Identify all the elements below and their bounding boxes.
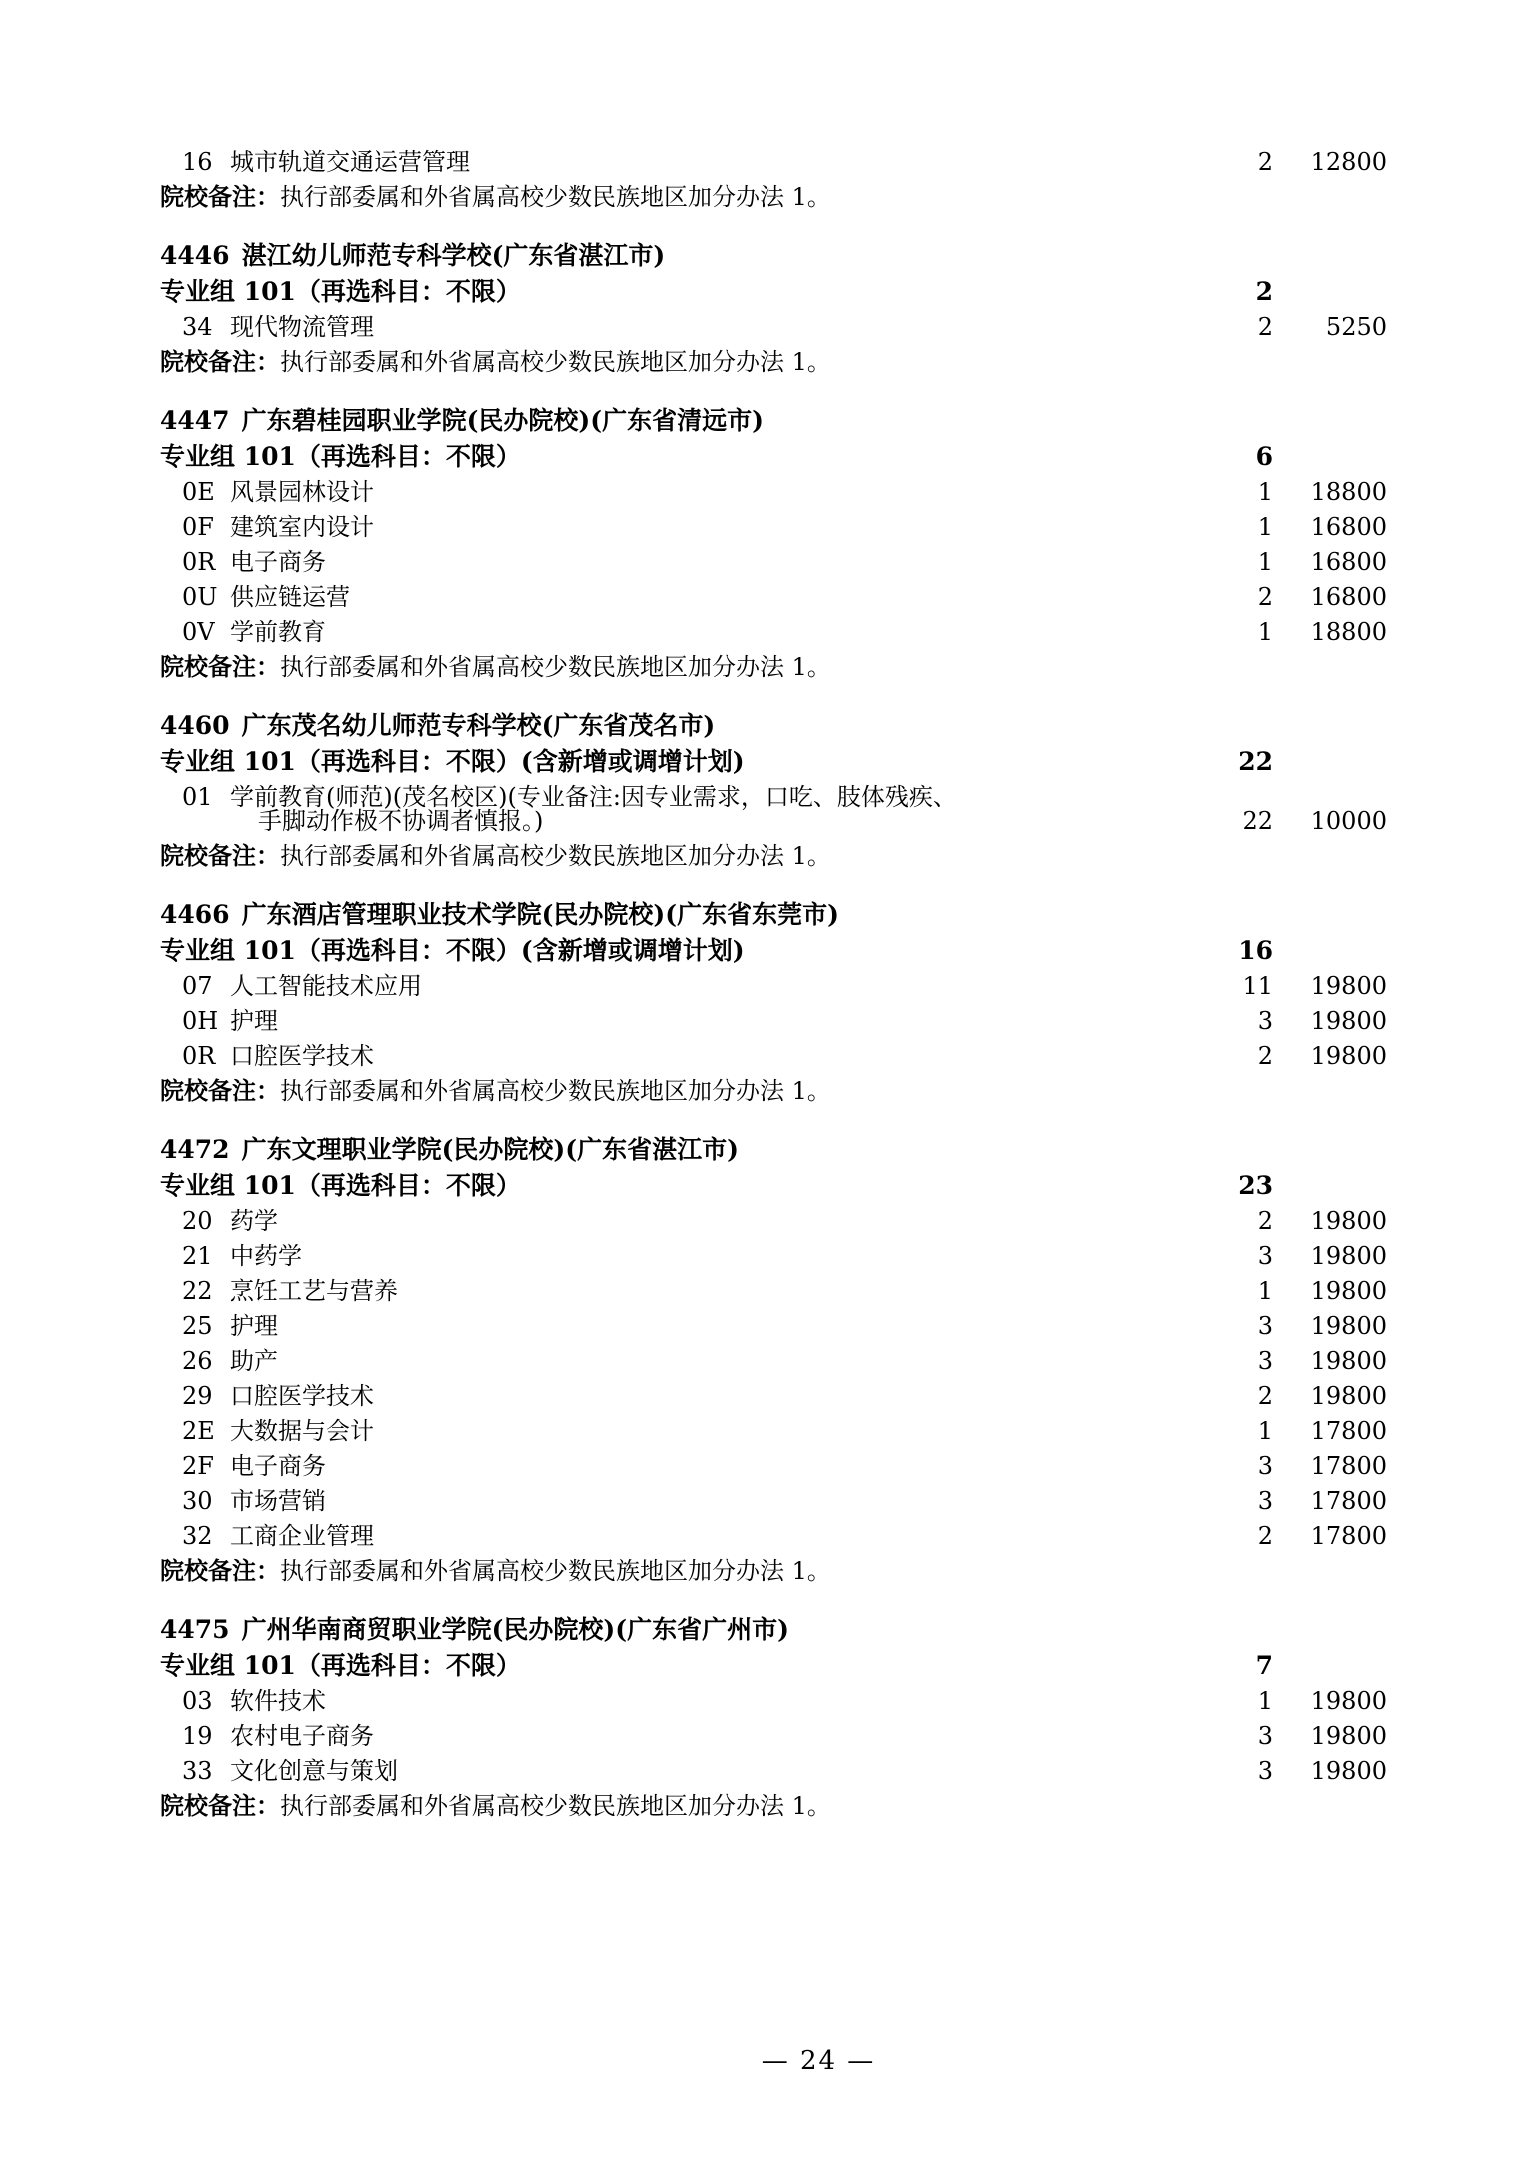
major-count: 1 <box>1257 1687 1273 1715</box>
major-name: 口腔医学技术 <box>230 1042 374 1070</box>
major-name: 农村电子商务 <box>230 1722 374 1750</box>
school-note-label: 院校备注： <box>160 347 280 376</box>
major-group-count: 23 <box>1238 1171 1273 1200</box>
major-code: 33 <box>182 1757 213 1785</box>
major-fee: 18800 <box>1310 478 1387 506</box>
major-fee: 17800 <box>1310 1417 1387 1445</box>
major-fee: 19800 <box>1310 1007 1387 1035</box>
major-row <box>130 1489 1387 1513</box>
school-note-label: 院校备注： <box>160 1791 280 1820</box>
school-block <box>130 1617 1387 1818</box>
major-label <box>130 1244 1153 1268</box>
school-note-text: 执行部委属和外省属高校少数民族地区加分办法 1。 <box>280 1077 831 1105</box>
school-note <box>130 841 1387 870</box>
major-group-row <box>130 1653 1387 1678</box>
school-name: 广州华南商贸职业学院(民办院校)(广东省广州市) <box>241 1615 789 1644</box>
major-code: 07 <box>182 972 213 1000</box>
major-group-label: 专业组 101（再选科目：不限） <box>160 1171 521 1200</box>
major-group-label: 专业组 101（再选科目：不限） <box>160 1651 521 1680</box>
major-count: 3 <box>1257 1452 1273 1480</box>
major-count: 2 <box>1257 583 1273 611</box>
major-row <box>130 1384 1387 1408</box>
major-fee: 19800 <box>1310 1382 1387 1410</box>
major-count: 3 <box>1257 1722 1273 1750</box>
major-code: 0U <box>182 583 218 611</box>
school-note-label: 院校备注： <box>160 1556 280 1585</box>
major-fee: 17800 <box>1310 1487 1387 1515</box>
major-label <box>130 1759 1153 1783</box>
major-group-label: 专业组 101（再选科目：不限）(含新增或调增计划) <box>160 747 745 776</box>
major-fee: 19800 <box>1310 1347 1387 1375</box>
major-count: 3 <box>1257 1347 1273 1375</box>
major-label <box>130 1524 1153 1548</box>
major-row <box>130 1349 1387 1373</box>
school-note-text: 执行部委属和外省属高校少数民族地区加分办法 1。 <box>280 653 831 681</box>
major-code: 16 <box>182 148 213 176</box>
school-code: 4472 <box>160 1135 230 1164</box>
page-number: — 24 — <box>761 2046 876 2076</box>
major-name: 大数据与会计 <box>230 1417 374 1445</box>
major-fee: 19800 <box>1310 1687 1387 1715</box>
major-name: 中药学 <box>230 1242 302 1270</box>
major-row <box>130 315 1387 339</box>
major-name: 学前教育 <box>230 618 326 646</box>
major-fee: 18800 <box>1310 618 1387 646</box>
school-heading <box>130 902 1387 927</box>
major-name: 软件技术 <box>230 1687 326 1715</box>
major-code: 0R <box>182 1042 216 1070</box>
school-heading <box>130 408 1387 433</box>
school-note <box>130 1556 1387 1585</box>
school-note-text: 执行部委属和外省属高校少数民族地区加分办法 1。 <box>280 842 831 870</box>
school-note-label: 院校备注： <box>160 652 280 681</box>
school-note-text: 执行部委属和外省属高校少数民族地区加分办法 1。 <box>280 1557 831 1585</box>
school-block <box>130 713 1387 868</box>
major-label <box>130 1279 1153 1303</box>
major-row <box>130 1279 1387 1303</box>
major-count: 2 <box>1257 1382 1273 1410</box>
major-row <box>130 1209 1387 1233</box>
major-label <box>130 315 1153 339</box>
major-code: 0V <box>182 618 215 646</box>
major-code: 0E <box>182 478 215 506</box>
school-note <box>130 652 1387 681</box>
major-name: 工商企业管理 <box>230 1522 374 1550</box>
major-count: 2 <box>1257 1042 1273 1070</box>
school-name: 广东文理职业学院(民办院校)(广东省湛江市) <box>241 1135 739 1164</box>
major-fee: 16800 <box>1310 513 1387 541</box>
school-code: 4475 <box>160 1615 230 1644</box>
major-fee: 16800 <box>1310 548 1387 576</box>
school-heading <box>130 1617 1387 1642</box>
school-note-text: 执行部委属和外省属高校少数民族地区加分办法 1。 <box>280 348 831 376</box>
major-count: 3 <box>1257 1242 1273 1270</box>
major-code: 22 <box>182 1277 213 1305</box>
major-name: 现代物流管理 <box>230 313 374 341</box>
major-fee: 17800 <box>1310 1522 1387 1550</box>
major-count: 3 <box>1257 1487 1273 1515</box>
major-group-count: 22 <box>1238 747 1273 776</box>
school-note <box>130 1791 1387 1820</box>
major-code: 20 <box>182 1207 213 1235</box>
major-code: 0F <box>182 513 214 541</box>
school-heading <box>130 713 1387 738</box>
major-count: 3 <box>1257 1757 1273 1785</box>
school-note-label: 院校备注： <box>160 1076 280 1105</box>
major-fee: 17800 <box>1310 1452 1387 1480</box>
major-label <box>130 785 1153 833</box>
school-note <box>130 347 1387 376</box>
major-fee: 19800 <box>1310 972 1387 1000</box>
major-row <box>130 1689 1387 1713</box>
major-fee: 19800 <box>1310 1207 1387 1235</box>
major-label <box>130 1349 1153 1373</box>
major-row <box>130 1244 1387 1268</box>
major-group-label: 专业组 101（再选科目：不限） <box>160 442 521 471</box>
major-count: 1 <box>1257 513 1273 541</box>
major-name: 供应链运营 <box>230 583 350 611</box>
school-name: 广东茂名幼儿师范专科学校(广东省茂名市) <box>241 711 716 740</box>
major-row <box>130 150 1387 174</box>
major-label <box>130 1044 1153 1068</box>
major-count: 1 <box>1257 618 1273 646</box>
major-label <box>130 974 1153 998</box>
school-code: 4466 <box>160 900 230 929</box>
major-row <box>130 1759 1387 1783</box>
major-name: 市场营销 <box>230 1487 326 1515</box>
major-code: 19 <box>182 1722 213 1750</box>
major-fee <box>1277 785 1387 833</box>
major-row <box>130 1314 1387 1338</box>
major-row <box>130 1724 1387 1748</box>
major-fee: 19800 <box>1310 1042 1387 1070</box>
major-count: 1 <box>1257 1277 1273 1305</box>
major-label <box>130 515 1153 539</box>
major-name: 文化创意与策划 <box>230 1757 398 1785</box>
major-name: 电子商务 <box>230 548 326 576</box>
major-fee: 19800 <box>1310 1722 1387 1750</box>
major-label <box>130 1454 1153 1478</box>
major-fee: 16800 <box>1310 583 1387 611</box>
major-label <box>130 1314 1153 1338</box>
major-count: 2 <box>1257 1207 1273 1235</box>
major-group-row <box>130 444 1387 469</box>
major-code: 25 <box>182 1312 213 1340</box>
major-count-value: 22 <box>1242 807 1273 835</box>
school-name: 湛江幼儿师范专科学校(广东省湛江市) <box>241 241 666 270</box>
major-name: 烹饪工艺与营养 <box>230 1277 398 1305</box>
major-count: 3 <box>1257 1312 1273 1340</box>
school-note <box>130 182 1387 211</box>
major-count: 1 <box>1257 478 1273 506</box>
major-label <box>130 1209 1153 1233</box>
major-count: 11 <box>1242 972 1273 1000</box>
major-label <box>130 480 1153 504</box>
major-count: 2 <box>1257 148 1273 176</box>
major-code: 03 <box>182 1687 213 1715</box>
major-count: 2 <box>1257 1522 1273 1550</box>
major-code: 26 <box>182 1347 213 1375</box>
major-row <box>130 1009 1387 1033</box>
major-group-row <box>130 279 1387 304</box>
major-code: 2E <box>182 1417 215 1445</box>
school-block <box>130 408 1387 679</box>
major-fee: 12800 <box>1310 148 1387 176</box>
major-row <box>130 1524 1387 1548</box>
school-block <box>130 1137 1387 1583</box>
major-group-row <box>130 1173 1387 1198</box>
major-group-count: 16 <box>1238 936 1273 965</box>
major-group-label: 专业组 101（再选科目：不限）(含新增或调增计划) <box>160 936 745 965</box>
major-name: 城市轨道交通运营管理 <box>230 148 470 176</box>
major-code: 32 <box>182 1522 213 1550</box>
major-row <box>130 974 1387 998</box>
major-row <box>130 515 1387 539</box>
school-block <box>130 902 1387 1103</box>
major-row <box>130 1044 1387 1068</box>
school-note-label: 院校备注： <box>160 841 280 870</box>
major-name: 口腔医学技术 <box>230 1382 374 1410</box>
school-name: 广东酒店管理职业技术学院(民办院校)(广东省东莞市) <box>241 900 839 929</box>
school-code: 4447 <box>160 406 230 435</box>
major-row <box>130 550 1387 574</box>
major-row <box>130 480 1387 504</box>
major-group-count: 2 <box>1255 277 1273 306</box>
major-name-line1: 学前教育(师范)(茂名校区)(专业备注:因专业需求，口吃、肢体残疾、 <box>230 783 957 811</box>
major-fee: 19800 <box>1310 1757 1387 1785</box>
major-fee: 5250 <box>1325 313 1387 341</box>
school-heading <box>130 1137 1387 1162</box>
major-code: 21 <box>182 1242 213 1270</box>
major-label <box>130 1489 1153 1513</box>
major-name: 建筑室内设计 <box>230 513 374 541</box>
major-name-line2: 手脚动作极不协调者慎报。) <box>258 807 544 835</box>
school-heading <box>130 243 1387 268</box>
major-label <box>130 1384 1153 1408</box>
school-note-text: 执行部委属和外省属高校少数民族地区加分办法 1。 <box>280 183 831 211</box>
major-row <box>130 785 1387 833</box>
school-note-text: 执行部委属和外省属高校少数民族地区加分办法 1。 <box>280 1792 831 1820</box>
major-label <box>130 150 1153 174</box>
major-label <box>130 620 1153 644</box>
major-name: 药学 <box>230 1207 278 1235</box>
major-group-count: 7 <box>1255 1651 1273 1680</box>
school-note <box>130 1076 1387 1105</box>
major-code: 01 <box>182 783 213 811</box>
major-fee: 19800 <box>1310 1242 1387 1270</box>
major-count: 1 <box>1257 548 1273 576</box>
major-label <box>130 1724 1153 1748</box>
major-row <box>130 1419 1387 1443</box>
major-code: 2F <box>182 1452 214 1480</box>
major-group-label: 专业组 101（再选科目：不限） <box>160 277 521 306</box>
major-count <box>1153 785 1277 833</box>
major-name: 人工智能技术应用 <box>230 972 422 1000</box>
admission-plan-listing <box>130 150 1387 1818</box>
major-name: 护理 <box>230 1007 278 1035</box>
major-code: 30 <box>182 1487 213 1515</box>
school-code: 4446 <box>160 241 230 270</box>
major-group-row <box>130 749 1387 774</box>
school-note-label: 院校备注： <box>160 182 280 211</box>
major-label <box>130 550 1153 574</box>
major-label <box>130 585 1153 609</box>
major-fee: 19800 <box>1310 1277 1387 1305</box>
major-code: 0R <box>182 548 216 576</box>
major-row <box>130 620 1387 644</box>
school-block <box>130 243 1387 374</box>
major-code: 0H <box>182 1007 219 1035</box>
major-code: 29 <box>182 1382 213 1410</box>
major-fee-value: 10000 <box>1310 807 1387 835</box>
major-count: 2 <box>1257 313 1273 341</box>
major-group-row <box>130 938 1387 963</box>
major-name: 助产 <box>230 1347 278 1375</box>
major-count: 1 <box>1257 1417 1273 1445</box>
major-code: 34 <box>182 313 213 341</box>
major-row <box>130 1454 1387 1478</box>
major-label <box>130 1419 1153 1443</box>
major-name: 护理 <box>230 1312 278 1340</box>
major-row <box>130 585 1387 609</box>
major-label <box>130 1689 1153 1713</box>
school-name: 广东碧桂园职业学院(民办院校)(广东省清远市) <box>241 406 764 435</box>
major-label <box>130 1009 1153 1033</box>
major-name: 风景园林设计 <box>230 478 374 506</box>
continuation-section <box>130 150 1387 209</box>
major-name <box>230 785 1153 833</box>
major-group-count: 6 <box>1255 442 1273 471</box>
school-code: 4460 <box>160 711 230 740</box>
major-fee: 19800 <box>1310 1312 1387 1340</box>
major-count: 3 <box>1257 1007 1273 1035</box>
major-name: 电子商务 <box>230 1452 326 1480</box>
